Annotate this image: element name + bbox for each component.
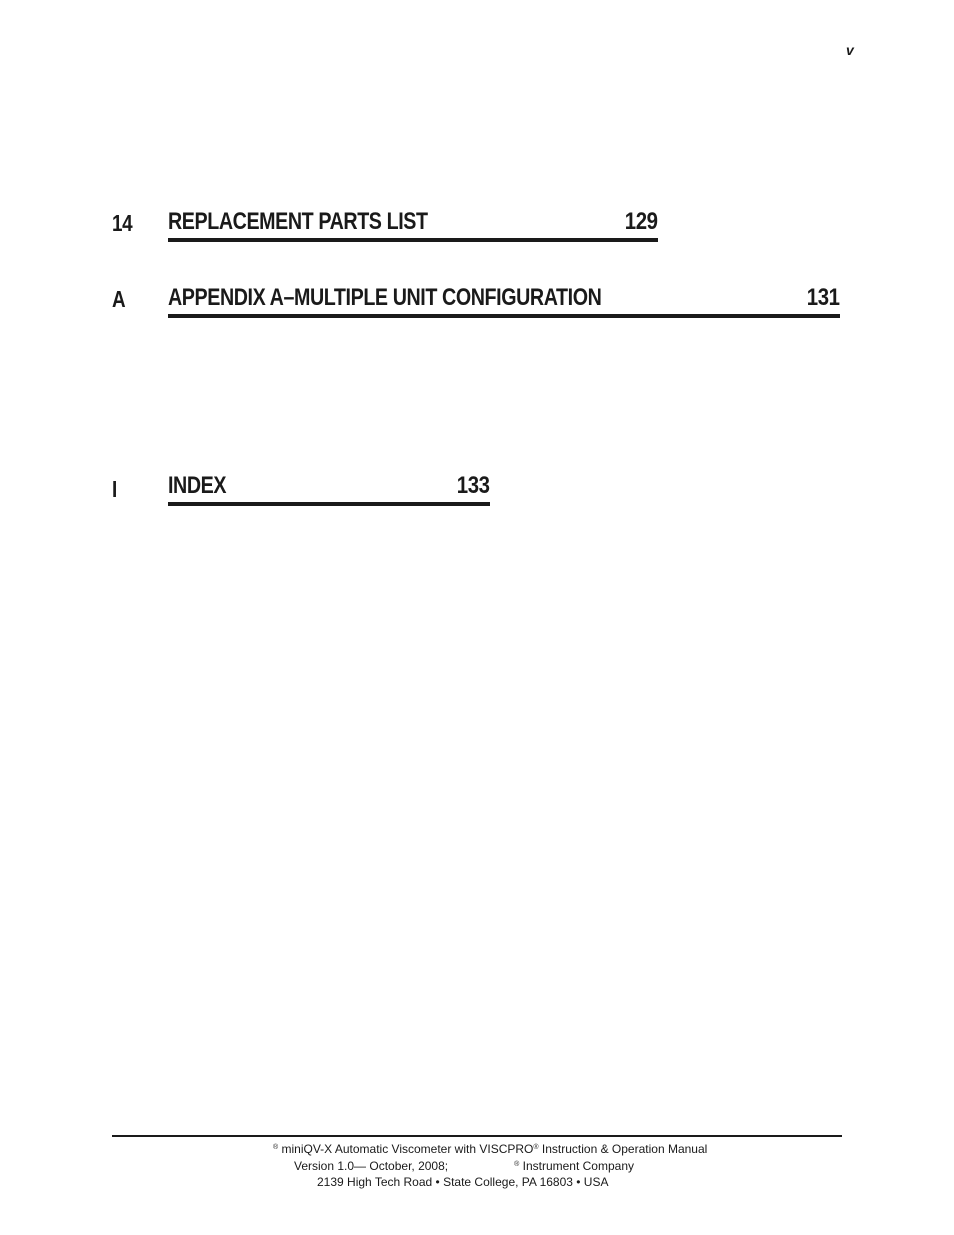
footer-manual-text: Instruction & Operation Manual (538, 1142, 708, 1156)
footer-product-text: miniQV-X Automatic Viscometer with VISCPRO (278, 1142, 534, 1156)
toc-title-row (168, 284, 840, 318)
toc-page-number: 131 (807, 284, 840, 311)
toc-title-row (168, 472, 490, 506)
footer-line-1 (273, 1141, 707, 1158)
footer-version-text: Version 1.0— October, 2008; (294, 1158, 449, 1173)
toc-title: REPLACEMENT PARTS LIST (168, 208, 428, 235)
toc-title: INDEX (168, 472, 227, 499)
toc-page-number: 129 (625, 208, 658, 235)
registered-mark: ® (514, 1160, 520, 1168)
footer-company-text: Instrument Company (519, 1158, 634, 1173)
toc-chapter-number: 14 (112, 210, 133, 236)
footer-line-2 (294, 1158, 634, 1175)
toc-chapter-number: I (112, 476, 117, 502)
footer-rule (112, 1135, 842, 1137)
toc-chapter-number: A (112, 286, 126, 312)
toc-page-number: 133 (457, 472, 490, 499)
footer-line-3 (317, 1174, 608, 1191)
registered-mark: ® (273, 1144, 279, 1151)
registered-mark: ® (533, 1144, 539, 1151)
toc-title: APPENDIX A–MULTIPLE UNIT CONFIGURATION (168, 284, 602, 311)
footer-address-text: 2139 High Tech Road • State College, PA 16803 • USA (317, 1175, 609, 1189)
toc-title-row (168, 208, 658, 242)
page-number: v (846, 42, 854, 58)
